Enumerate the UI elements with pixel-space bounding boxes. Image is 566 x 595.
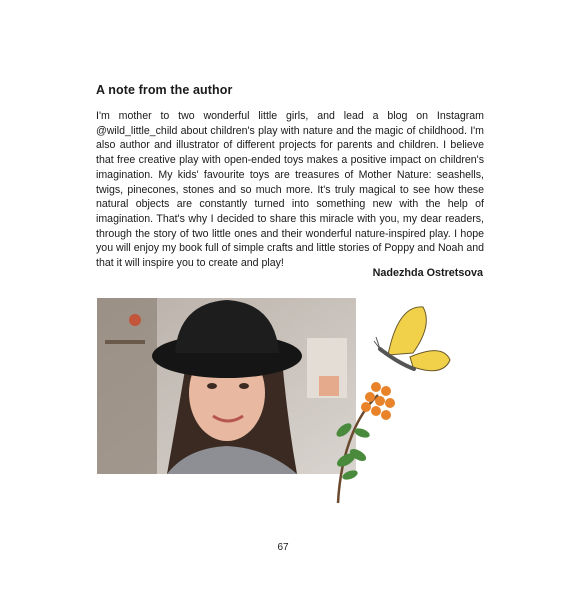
page-number: 67: [277, 542, 289, 553]
author-signature: Nadezhda Ostretsova: [372, 267, 483, 279]
author-note-paragraph: I'm mother to two wonderful little girls, and lead a blog on Instagram @wild_little_child about children's play with nature and the magic of childhood. I'm also author and illustrator of different projects for parents and children. I believe that free creative play with open-ended toys makes a positive impact on children's imagination. My kids' favourite toys are treasures of Mother Nature: seashells, twigs, pinecones, stones and so much more. It's truly magical to see how these natural objects are constantly turned into something new with the help of imagination. That's why I decided to share this miracle with you, my dear readers, through the story of two little ones and their wonderful nature-inspired play. I hope you will enjoy my book full of simple crafts and little stories of Poppy and Noah and that it will inspire you to create and play!: [96, 110, 484, 270]
page-title: A note from the author: [96, 83, 233, 97]
butterfly-and-berry-branch-icon: [318, 305, 458, 505]
